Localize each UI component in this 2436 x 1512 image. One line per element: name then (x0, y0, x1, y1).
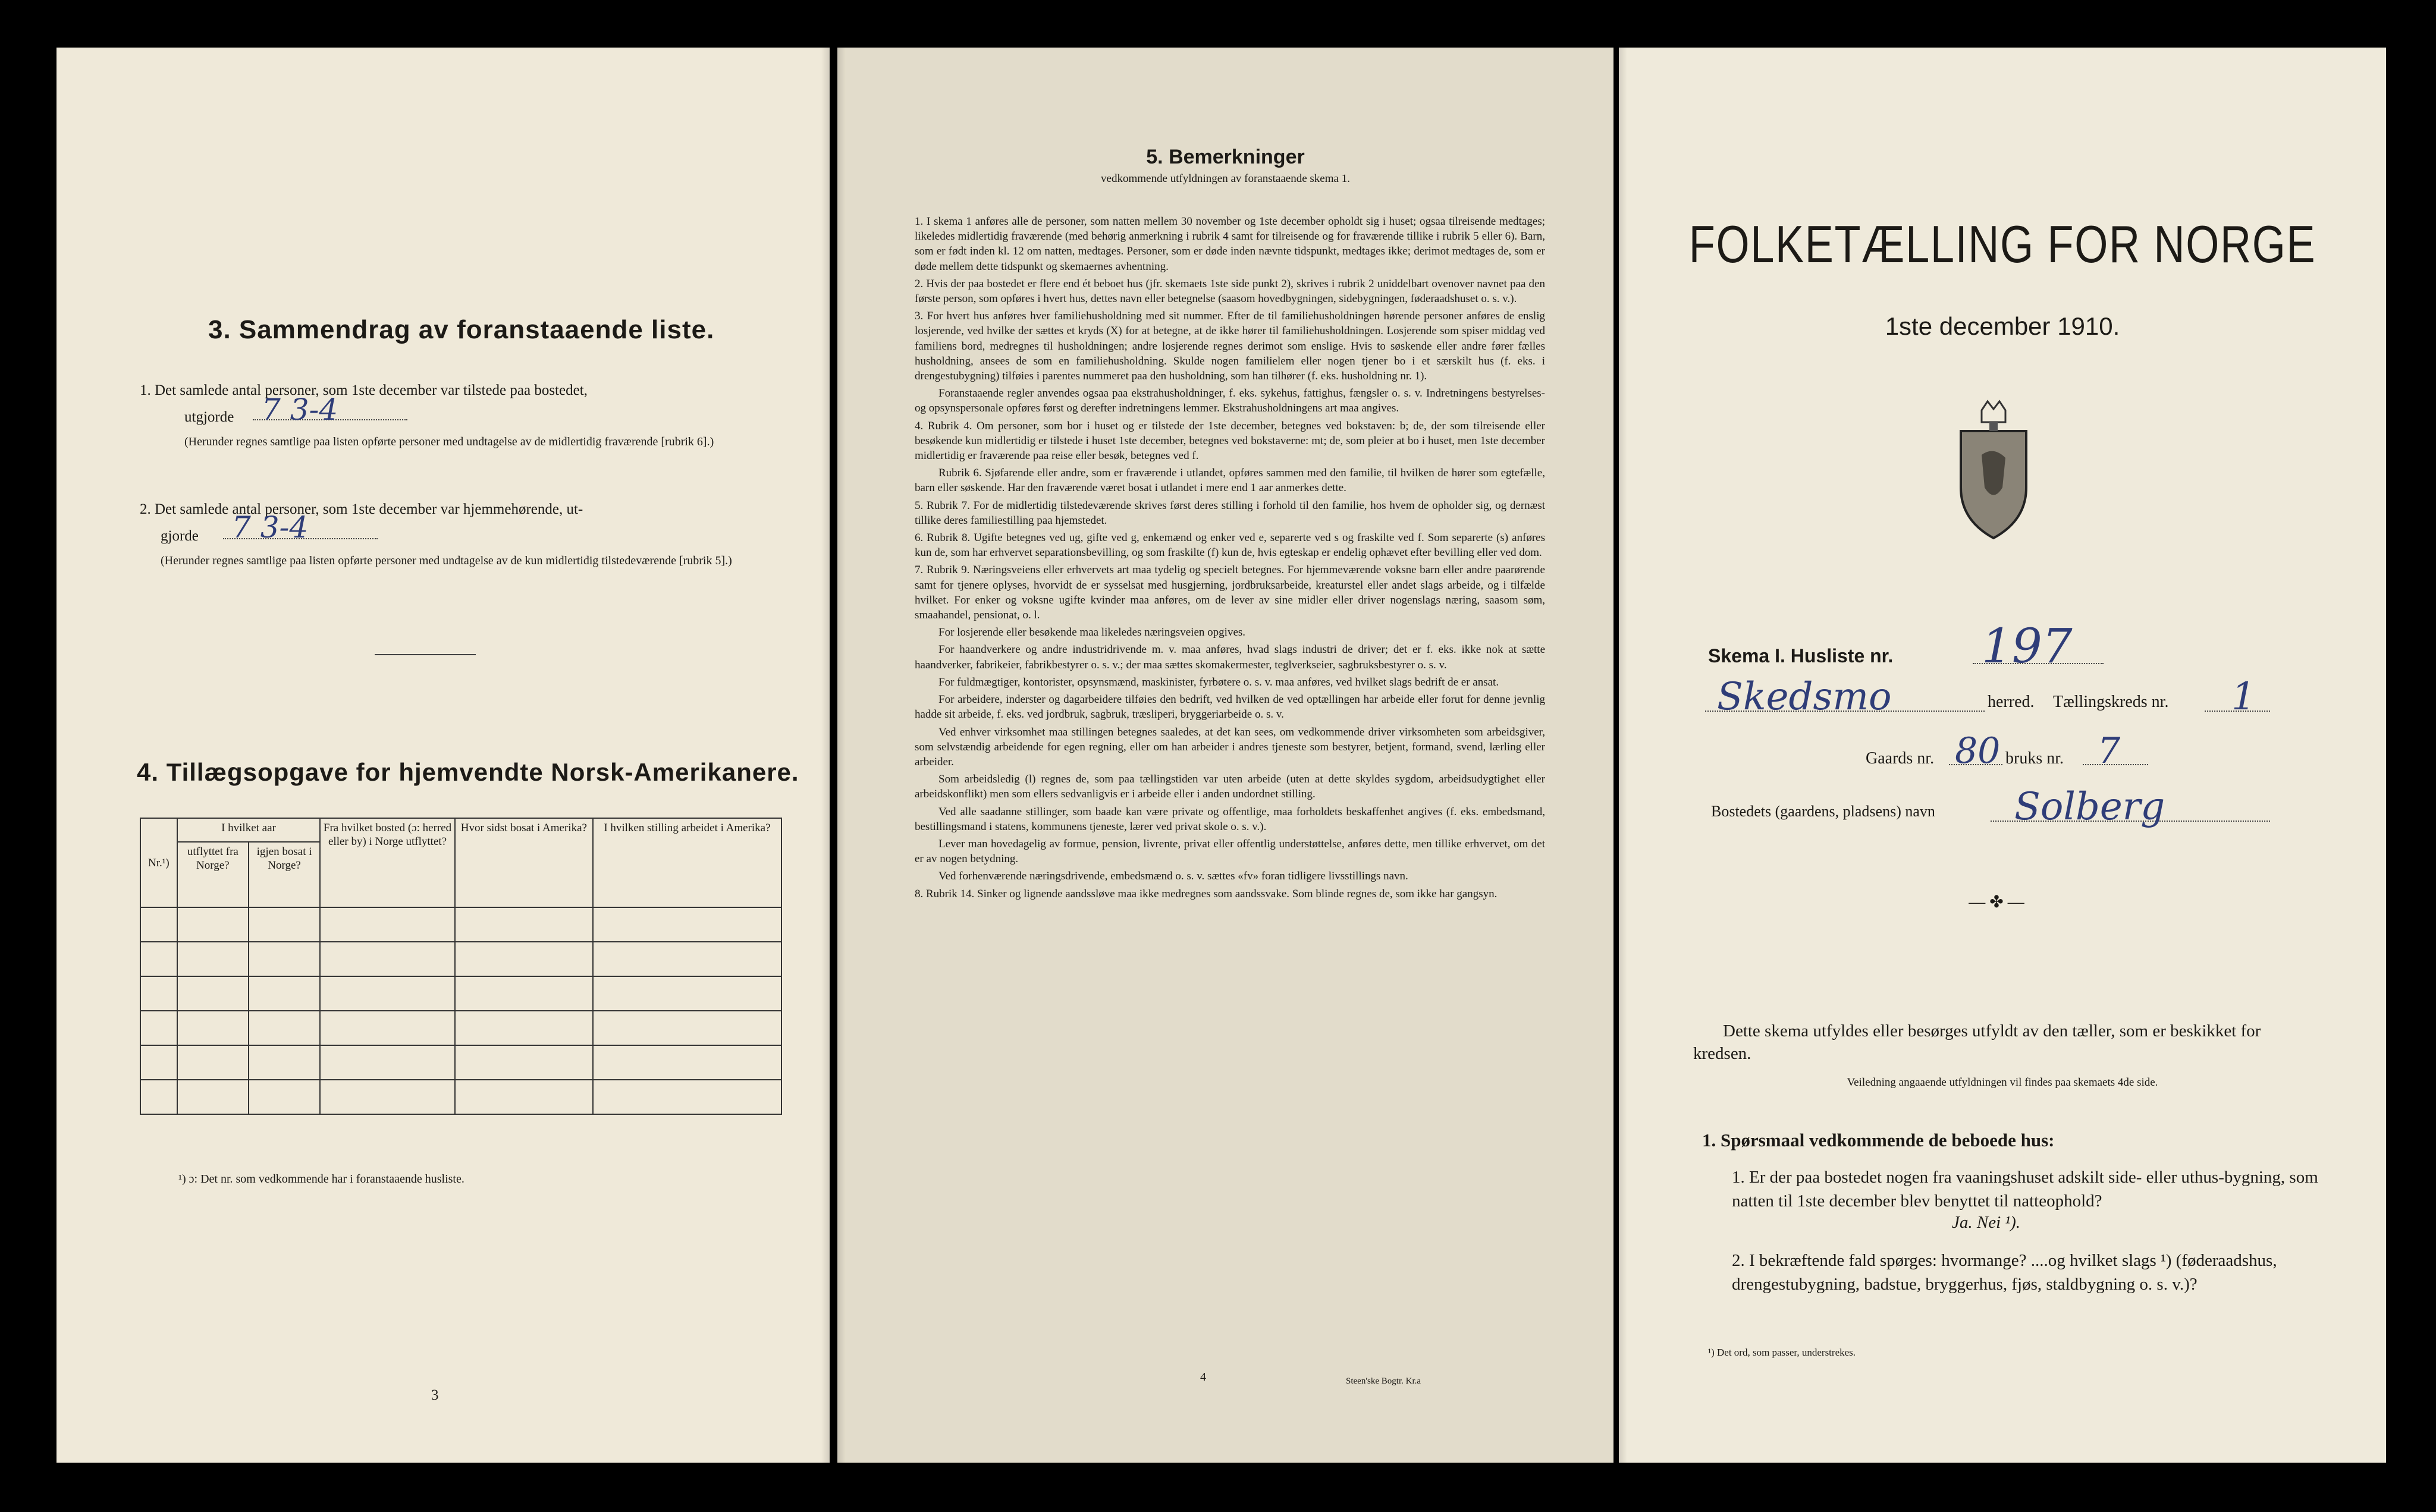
intro-text: Dette skema utfyldes eller besørges utfyldt av den tæller, som er beskikket for kredsen. (1693, 1021, 2261, 1063)
left-footnote: ¹) ɔ: Det nr. som vedkommende har i foranstaaende husliste. (178, 1172, 464, 1186)
remark-paragraph: Som arbeidsledig (l) regnes de, som paa tællingstiden var uten arbeide (uten at dette skyldes sygdom, arbeidsudygtighet eller arbeidskonflikt) men som ellers sedvanligvis er i arbeide eller i anden undordnet stilling. (915, 773, 1545, 801)
table-row (140, 1080, 781, 1114)
col-nr: Nr.¹) (140, 818, 177, 907)
left-page (56, 48, 830, 1463)
kreds-value: 1 (2231, 675, 2256, 719)
census-date: 1ste december 1910. (1885, 312, 2120, 340)
table-row (140, 907, 781, 942)
skema-label: Skema I. Husliste nr. (1708, 645, 1894, 667)
bemerkninger-title: 5. Bemerkninger (1146, 146, 1305, 168)
item2-text: 2. Det samlede antal personer, som 1ste december var hjemmehørende, ut- (140, 501, 583, 517)
remark-paragraph: For fuldmægtiger, kontorister, opsynsmænd, maskinister, fyrbøtere o. s. v. maa anføres, ved hvilket slags bedrift de er ansat. (938, 675, 1499, 689)
remark-paragraph: Ved alle saadanne stillinger, som baade kan være private og offentlige, maa forholdets beskaffenhet angives (f. eks. embedsmand, bestillingsmand i statens, kommunens tjeneste, lærer ved privat skole o. s. v.). (915, 805, 1545, 833)
remark-paragraph: 3. For hvert hus anføres hver familiehusholdning med sit nummer. Efter de til familiehusholdningen hørende personer anføres de enslig losjerende, ved hvilke der sættes et kryds (X) for at betegne, at de ikke hører til familiehusholdningen. Losjerende som spiser middag ved familiens bord, medregnes til husholdningen; andre losjerende regnes derimot som enslige. Hvis to søskende eller andre fører fælles husholdning, ansees de som en familiehusholdning. Skulde nogen familielem eller nogen tjener bo i et særskilt hus (f. eks. i drengestubygning) tilføies i parentes nummeret paa den husholdning, som han tilhører (f. eks. husholdning nr. 1). (915, 310, 1545, 383)
item1-text: 1. Det samlede antal personer, som 1ste december var tilstede paa bostedet, (140, 382, 588, 398)
ornament-divider: — ✤ — (1969, 893, 2024, 911)
kreds-label: Tællingskreds nr. (2053, 693, 2169, 711)
printer-imprint: Steen'ske Bogtr. Kr.a (1346, 1376, 1421, 1386)
remark-paragraph: Lever man hovedagelig av formue, pension, livrente, privat eller offentlig understøttelse, anføres dette, men tillike erhvervet, om det er av nogen betydning. (915, 837, 1545, 866)
remark-paragraph: For losjerende eller besøkende maa likeledes næringsveien opgives. (938, 626, 1246, 639)
remark-paragraph: 4. Rubrik 4. Om personer, som bor i huset og er tilstede der 1ste december, betegnes ved bokstaven: b; de, der som tilreisende eller besøkende kun midlertidig er tilstede i huset 1ste december, betegnes ved bokstaverne: mt; de, som pleier at bo i huset, men 1ste december midlertidig er fraværende paa reise eller besøk, betegnes ved f. (915, 419, 1545, 463)
col-position: I hvilken stilling arbeidet i Amerika? (593, 818, 781, 907)
item1-value: 7 3-4 (262, 392, 338, 427)
middle-page (837, 48, 1613, 1463)
table-row (140, 976, 781, 1011)
bosted-value: Solberg (2014, 785, 2165, 829)
intro-note: Veiledning angaaende utfyldningen vil findes paa skemaets 4de side. (1847, 1076, 2158, 1089)
questions-title: 1. Spørsmaal vedkommende de beboede hus: (1702, 1130, 2055, 1150)
table-row (140, 1011, 781, 1045)
col-year-group: I hvilket aar (177, 818, 321, 842)
remark-paragraph: Rubrik 6. Sjøfarende eller andre, som er fraværende i utlandet, opføres sammen med den familie, til hvilken de hører som egtefælle, barn eller søskende. Har den fraværende været bosat i utlandet i mere end 1 aar anmerkes dette. (915, 467, 1545, 495)
left-page-number: 3 (431, 1387, 439, 1403)
divider (375, 654, 476, 655)
item2-value: 7 3-4 (232, 510, 309, 545)
question-2: 2. I bekræftende fald spørges: hvormange? ....og hvilket slags ¹) (føderaadshus, drengestubygning, badstue, bryggerhus, fjøs, staldbygning o. s. v.)? (1732, 1251, 2277, 1294)
remark-paragraph: For arbeidere, inderster og dagarbeidere tilføies den bedrift, ved hvilken de ved optællingen har arbeide eller forut for denne jevnlig hadde sit arbeide, f. eks. ved jordbruk, sagbruk, træsliperi, bryggeriarbeide o. s. v. (915, 693, 1545, 721)
section3-title: 3. Sammendrag av foranstaaende liste. (208, 315, 715, 344)
col-emigrated: utflyttet fra Norge? (177, 842, 249, 907)
bosted-label: Bostedets (gaardens, pladsens) navn (1711, 803, 1935, 820)
herred-label: herred. (1988, 693, 2035, 711)
item1-prefix: utgjorde (184, 409, 234, 425)
coat-of-arms-icon (1949, 398, 2038, 541)
remark-paragraph: 5. Rubrik 7. For de midlertidig tilstedeværende skrives først deres stilling i forhold til den familie, hos hvem de opholder sig, og dernæst tillike deres familiestilling paa hjemstedet. (915, 499, 1545, 527)
remark-paragraph: 7. Rubrik 9. Næringsveiens eller erhvervets art maa tydelig og specielt betegnes. For hjemmeværende voksne barn eller andre paarørende samt for tjenere oplyses, hvorvidt de er sysselsat med husgjerning, jordbruksarbeide, kreaturstel eller andet slags arbeide, og i tilfælde hvilket. For enker og voksne ugifte kvinder maa anføres, om de lever av sine midler eller driver nogenslags næring, saasom søm, smaahandel, pensionat, o. l. (915, 564, 1545, 622)
bruks-label: bruks nr. (2005, 749, 2064, 768)
bruks-value: 7 (2098, 730, 2121, 772)
col-returned: igjen bosat i Norge? (249, 842, 320, 907)
remark-paragraph: Ved forhenværende næringsdrivende, embedsmænd o. s. v. sættes «fv» foran tidligere livsstillings navn. (938, 870, 1408, 883)
right-page (1619, 48, 2386, 1463)
remark-paragraph: Ved enhver virksomhet maa stillingen betegnes saaledes, at det kan sees, om vedkommende driver virksomheten som arbeidsgiver, som selvstændig arbeidende for egen regning, eller om han arbeider i andres tjeneste som bestyrer, betjent, formand, svend, lærling eller arbeider. (915, 725, 1545, 768)
remark-paragraph: 8. Rubrik 14. Sinker og lignende aandssløve maa ikke medregnes som aandssvake. Som blinde regnes de, som ikke har gangsyn. (915, 887, 1498, 900)
col-from-where: Fra hvilket bosted (ɔ: herred eller by) i Norge utflyttet? (320, 818, 455, 907)
main-title: FOLKETÆLLING FOR NORGE (1688, 215, 2316, 274)
husliste-nr: 197 (1982, 618, 2073, 674)
gaards-value: 80 (1955, 730, 2001, 772)
bemerkninger-body (915, 214, 1545, 904)
table-row (140, 942, 781, 976)
bemerkninger-subtitle: vedkommende utfyldningen av foranstaaende skema 1. (1101, 172, 1350, 185)
remark-paragraph: For haandverkere og andre industridrivende m. v. maa anføres, hvad slags industri de driver; det er f. eks. ikke nok at sætte haandverker, fabrikeier, fabrikbestyrer o. s. v.; der maa sættes skomakermester, teglverkseier, sagbruksbestyrer o. s. v. (915, 643, 1545, 671)
col-last-lived: Hvor sidst bosat i Amerika? (455, 818, 593, 907)
herred-value: Skedsmo (1717, 675, 1892, 719)
norsk-amerikanere-table (140, 818, 782, 1115)
remark-paragraph: 1. I skema 1 anføres alle de personer, som natten mellem 30 november og 1ste december opholdt sig i huset; ogsaa tilreisende medtages; likeledes midlertidig fraværende (med behørig anmerkning i rubrik 4 samt for tilreisende og for fraværende tillike i rubrik 5 eller 6). Barn, som er født inden kl. 12 om natten, medtages. Personer, som er døde inden nævnte tidspunkt, medtages ikke; derimot medtages de, som er døde mellem dette tidspunkt og skemaernes avhentning. (915, 215, 1545, 273)
item2-note: (Herunder regnes samtlige paa listen opførte personer med undtagelse av de kun midlertidig tilstedeværende [rubrik 5].) (161, 554, 732, 567)
question-1-answer: Ja. Nei ¹). (1952, 1213, 2020, 1232)
section4-title: 4. Tillægsopgave for hjemvendte Norsk-Amerikanere. (137, 758, 799, 786)
question-1: 1. Er der paa bostedet nogen fra vaaningshuset adskilt side- eller uthus-bygning, som natten til 1ste december blev benyttet til natteophold? (1732, 1168, 2318, 1211)
middle-page-number: 4 (1200, 1370, 1206, 1384)
remark-paragraph: 2. Hvis der paa bostedet er flere end ét beboet hus (jfr. skemaets 1ste side punkt 2), skrives i rubrik 2 uniddelbart ovenover navnet paa den første person, som opføres i hvert hus, dettes navn eller betegnelse (saasom hovedbygningen, sidebygningen, føderaadshuset o. s. v.). (915, 277, 1545, 306)
table-row (140, 1045, 781, 1080)
item2-prefix: gjorde (161, 528, 199, 544)
gaards-label: Gaards nr. (1866, 749, 1935, 768)
item1-note: (Herunder regnes samtlige paa listen opførte personer med undtagelse av de midlertidig fraværende [rubrik 6].) (184, 435, 714, 448)
remark-paragraph: Foranstaaende regler anvendes ogsaa paa ekstrahusholdninger, f. eks. sykehus, fattighus, fængsler o. s. v. Indretningens bestyrelses- og opsynspersonale opføres først og derefter indretningens lemmer. Ekstrahusholdningens art maa angives. (915, 387, 1545, 415)
right-footnote: ¹) Det ord, som passer, understrekes. (1708, 1347, 1856, 1358)
remark-paragraph: 6. Rubrik 8. Ugifte betegnes ved ug, gifte ved g, enkemænd og enker ved e, separerte ved s og fraskilte ved f. Som separerte (s) anføres kun de, som har erhvervet separationsbevilling, og som fraskilte (f) kun de, hvis egteskap er endelig ophævet efter bevilling eller ved dom. (915, 532, 1545, 559)
